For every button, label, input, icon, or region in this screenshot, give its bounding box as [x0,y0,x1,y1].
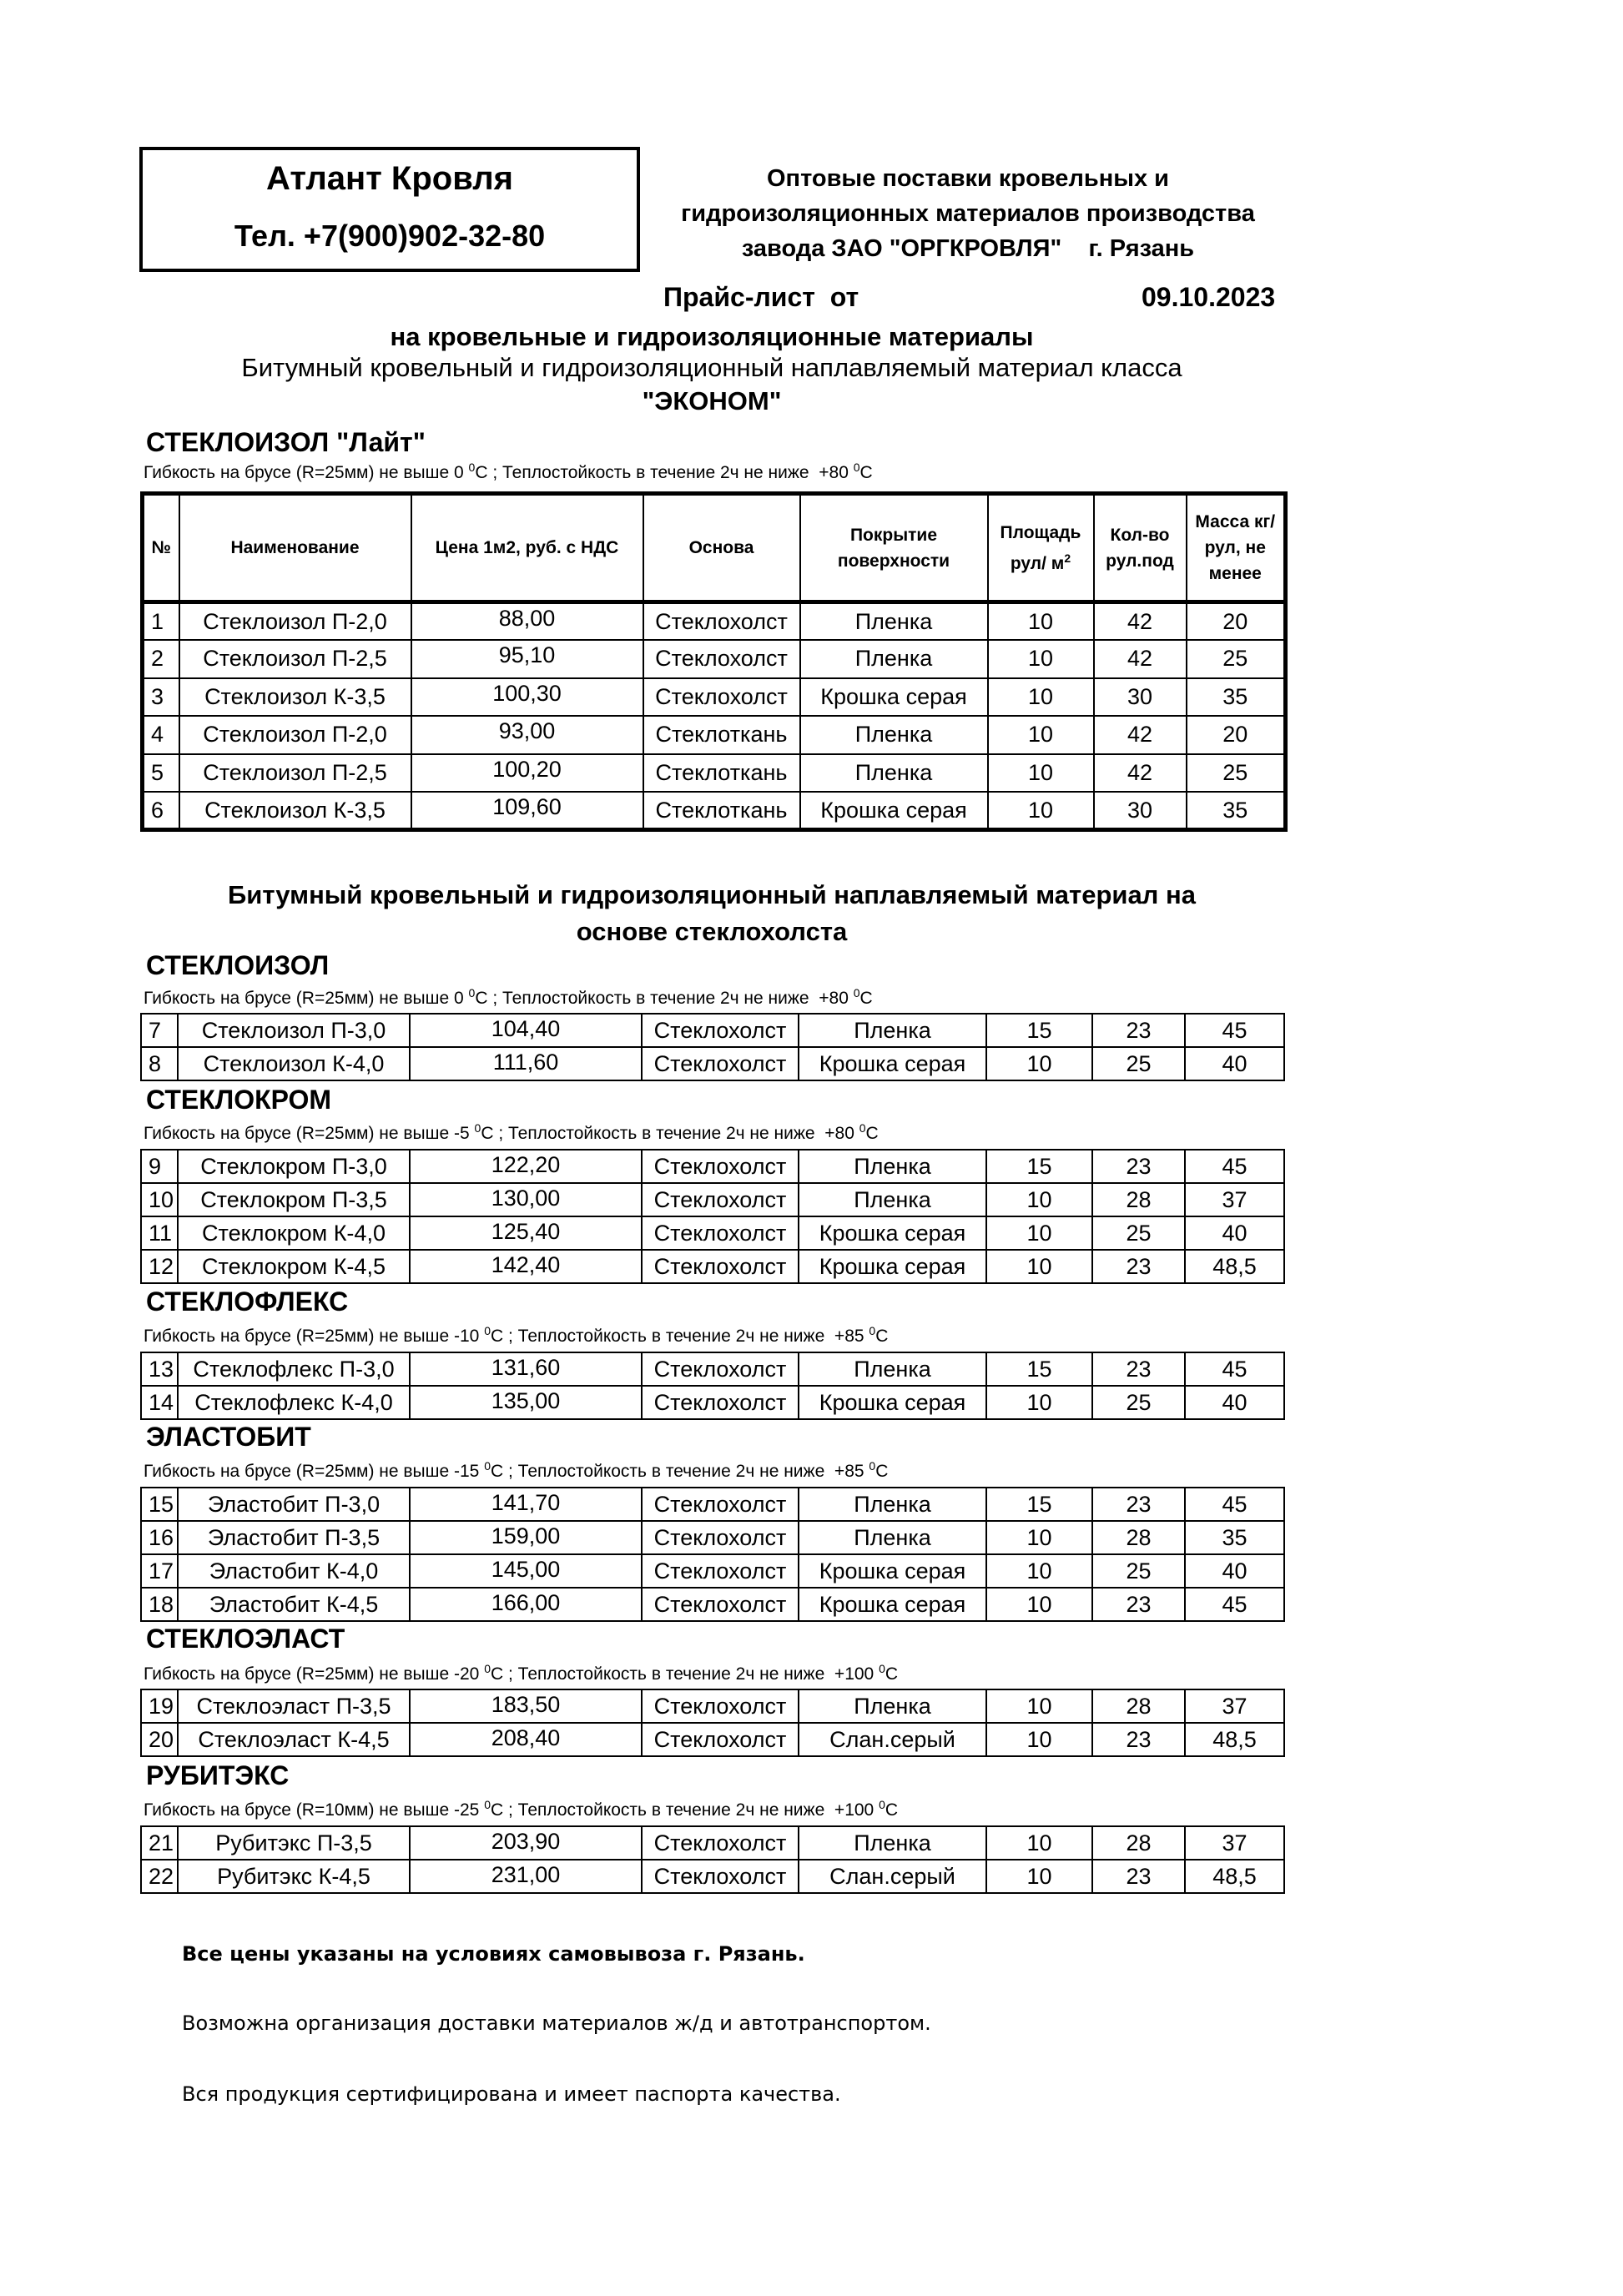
cell-surface: Пленка [799,1352,986,1386]
cell-name: Стеклоизол К-3,5 [179,678,411,717]
cell-price: 130,00 [410,1183,642,1216]
spec-heat: C ; Теплостойкость в течение 2ч не ниже +80 [481,1124,859,1143]
group-title: СТЕКЛОИЗОЛ "Лайт" [146,427,426,457]
company-box [139,147,640,272]
cell-n: 19 [141,1689,178,1723]
cell-price: 109,60 [411,792,643,830]
cell-price: 208,40 [410,1723,642,1756]
group-spec-note [144,1798,898,1820]
column-header-mass [1187,494,1286,602]
subtitle-line-1: на кровельные и гидроизоляционные материалы [390,322,1034,351]
company-name: Атлант Кровля [265,160,514,197]
cell-area: 10 [986,1860,1092,1893]
cell-price: 100,20 [411,754,643,793]
cell-price: 100,30 [411,678,643,717]
supplier-line-1: Оптовые поставки кровельных и [767,165,1169,192]
cell-count: 28 [1092,1183,1185,1216]
cell-area: 15 [986,1150,1092,1183]
cell-price: 142,40 [410,1250,642,1283]
cell-area: 10 [986,1723,1092,1756]
cell-n: 22 [141,1860,178,1893]
cell-mass: 40 [1185,1216,1284,1250]
cell-price: 131,60 [410,1352,642,1386]
cell-mass: 45 [1185,1488,1284,1521]
cell-price: 111,60 [410,1047,642,1080]
cell-base: Стеклоткань [643,754,800,793]
cell-mass: 35 [1187,678,1286,717]
cell-n: 10 [141,1183,178,1216]
cell-mass: 37 [1185,1689,1284,1723]
table-header [143,494,1286,602]
group-title: СТЕКЛОКРОМ [146,1085,332,1115]
cell-count: 23 [1092,1588,1185,1621]
table-row [143,754,1286,793]
cell-name: Стеклоэласт К-4,5 [178,1723,410,1756]
cell-base: Стеклохолст [643,640,800,678]
cell-surface: Крошка серая [799,1216,986,1250]
cell-price: 166,00 [410,1588,642,1621]
cell-n: 4 [143,716,179,754]
table-row [141,1588,1284,1621]
cell-base: Стеклохолст [642,1352,799,1386]
price-list-date: 09.10.2023 [1142,282,1276,312]
cell-surface: Пленка [799,1488,986,1521]
degree-sup: 0 [484,1662,491,1675]
cell-mass: 48,5 [1185,1860,1284,1893]
cell-base: Стеклохолст [642,1250,799,1283]
cell-price: 141,70 [410,1488,642,1521]
cell-area: 10 [986,1689,1092,1723]
cell-area: 10 [986,1554,1092,1588]
spec-heat: C ; Теплостойкость в течение 2ч не ниже +85 [491,1327,869,1346]
cell-surface: Пленка [800,716,988,754]
cell-surface: Пленка [800,754,988,793]
table-row [141,1216,1284,1250]
cell-surface: Крошка серая [799,1250,986,1283]
table-row [141,1860,1284,1893]
cell-count: 42 [1094,602,1187,641]
cell-name: Стеклоизол П-3,0 [178,1014,410,1047]
degree-sup: 0 [484,1798,491,1811]
cell-base: Стеклохолст [642,1860,799,1893]
cell-surface: Пленка [800,602,988,641]
cell-count: 28 [1092,1521,1185,1554]
spec-unit: C [875,1327,889,1346]
cell-base: Стеклохолст [642,1521,799,1554]
cell-base: Стеклохолст [642,1216,799,1250]
column-header-area [988,494,1094,602]
cell-n: 2 [143,640,179,678]
cell-count: 30 [1094,792,1187,830]
cell-count: 23 [1092,1250,1185,1283]
cell-count: 23 [1092,1723,1185,1756]
cell-base: Стеклохолст [642,1588,799,1621]
cell-mass: 45 [1185,1588,1284,1621]
cell-name: Стеклокром П-3,5 [178,1183,410,1216]
cell-name: Стеклоизол К-4,0 [178,1047,410,1080]
cell-price: 159,00 [410,1521,642,1554]
cell-count: 23 [1092,1488,1185,1521]
cell-surface: Пленка [799,1183,986,1216]
cell-base: Стеклоткань [643,716,800,754]
cell-surface: Слан.серый [799,1860,986,1893]
cell-count: 28 [1092,1689,1185,1723]
cell-name: Стеклоизол П-2,0 [179,602,411,641]
supplier-line-3: завода ЗАО "ОРГКРОВЛЯ" г. Рязань [741,235,1195,262]
table-row [141,1689,1284,1723]
cell-mass: 40 [1185,1047,1284,1080]
cell-name: Стеклофлекс К-4,0 [178,1386,410,1419]
column-header-label: № [151,538,171,557]
cell-base: Стеклохолст [642,1047,799,1080]
cell-price: 231,00 [410,1860,642,1893]
price-table [140,1149,1285,1284]
table-row [141,1150,1284,1183]
cell-name: Рубитэкс П-3,5 [178,1826,410,1860]
column-header-label: Кол-во рул.под [1106,525,1174,571]
cell-surface: Крошка серая [799,1588,986,1621]
cell-area: 15 [986,1488,1092,1521]
footer-line-3: Вся продукция сертифицирована и имеет паспорта качества. [182,2082,841,2106]
cell-mass: 25 [1187,754,1286,793]
cell-price: 135,00 [410,1386,642,1419]
cell-n: 13 [141,1352,178,1386]
cell-mass: 35 [1187,792,1286,830]
cell-base: Стеклохолст [642,1723,799,1756]
column-header-price [411,494,643,602]
spec-unit: C [875,1462,889,1481]
cell-mass: 20 [1187,602,1286,641]
cell-price: 122,20 [410,1150,642,1183]
table-row [141,1723,1284,1756]
cell-price: 88,00 [411,602,643,641]
cell-name: Эластобит К-4,5 [178,1588,410,1621]
spec-flex: Гибкость на брусе (R=10мм) не выше -25 [144,1800,485,1820]
cell-count: 30 [1094,678,1187,717]
cell-n: 14 [141,1386,178,1419]
cell-price: 125,40 [410,1216,642,1250]
cell-name: Эластобит К-4,0 [178,1554,410,1588]
cell-surface: Крошка серая [799,1047,986,1080]
section2-title-line-1: Битумный кровельный и гидроизоляционный наплавляемый материал на [228,880,1196,909]
cell-base: Стеклохолст [642,1386,799,1419]
degree-sup: 0 [484,1324,491,1337]
cell-surface: Пленка [799,1826,986,1860]
cell-name: Стеклокром К-4,5 [178,1250,410,1283]
cell-n: 12 [141,1250,178,1283]
cell-name: Стеклофлекс П-3,0 [178,1352,410,1386]
cell-n: 3 [143,678,179,717]
cell-mass: 48,5 [1185,1723,1284,1756]
group-title: СТЕКЛОФЛЕКС [146,1286,349,1317]
table-row [143,640,1286,678]
cell-area: 15 [986,1352,1092,1386]
cell-n: 11 [141,1216,178,1250]
cell-count: 23 [1092,1014,1185,1047]
cell-count: 25 [1092,1554,1185,1588]
cell-area: 10 [986,1216,1092,1250]
spec-flex: Гибкость на брусе (R=25мм) не выше -5 [144,1124,475,1143]
cell-surface: Пленка [799,1150,986,1183]
spec-heat: C ; Теплостойкость в течение 2ч не ниже +100 [491,1664,880,1684]
cell-surface: Крошка серая [800,678,988,717]
cell-area: 10 [988,792,1094,830]
cell-n: 15 [141,1488,178,1521]
degree-sup: 0 [853,986,860,999]
cell-surface: Пленка [799,1521,986,1554]
cell-count: 25 [1092,1216,1185,1250]
cell-n: 16 [141,1521,178,1554]
table-row [143,602,1286,641]
cell-mass: 37 [1185,1183,1284,1216]
supplier-description [659,161,1277,266]
cell-base: Стеклохолст [642,1150,799,1183]
cell-n: 20 [141,1723,178,1756]
cell-price: 203,90 [410,1826,642,1860]
degree-sup: 0 [468,986,476,999]
cell-n: 8 [141,1047,178,1080]
column-header-label: Наименование [230,538,360,557]
cell-surface: Пленка [799,1014,986,1047]
group-spec-note [144,1662,898,1684]
group-title: РУБИТЭКС [146,1760,290,1790]
cell-name: Эластобит П-3,5 [178,1521,410,1554]
group-spec-note [144,1121,879,1144]
table-row [141,1183,1284,1216]
section2-title [0,877,1424,950]
cell-count: 25 [1092,1047,1185,1080]
table-row [141,1250,1284,1283]
cell-n: 21 [141,1826,178,1860]
cell-mass: 37 [1185,1826,1284,1860]
spec-unit: C [885,1800,899,1820]
cell-area: 10 [986,1250,1092,1283]
price-table [140,1825,1285,1894]
cell-surface: Пленка [800,640,988,678]
cell-n: 18 [141,1588,178,1621]
spec-flex: Гибкость на брусе (R=25мм) не выше -15 [144,1462,485,1481]
degree-sup: 0 [474,1121,481,1135]
cell-mass: 48,5 [1185,1250,1284,1283]
cell-n: 1 [143,602,179,641]
section2-title-line-2: основе стеклохолста [576,917,848,946]
cell-name: Стеклоизол П-2,0 [179,716,411,754]
cell-area: 10 [988,754,1094,793]
cell-area: 10 [986,1386,1092,1419]
column-header-name [179,494,411,602]
group-spec-note [144,986,873,1009]
cell-mass: 20 [1187,716,1286,754]
cell-base: Стеклохолст [642,1554,799,1588]
spec-heat: C ; Теплостойкость в течение 2ч не ниже +100 [491,1800,880,1820]
cell-name: Стеклоизол П-2,5 [179,640,411,678]
cell-count: 42 [1094,640,1187,678]
company-phone: Тел. +7(900)902-32-80 [234,219,546,253]
footer-line-1: Все цены указаны на условиях самовывоза г. Рязань. [182,1942,805,1966]
price-table [140,1689,1285,1757]
cell-mass: 40 [1185,1554,1284,1588]
cell-count: 23 [1092,1860,1185,1893]
cell-mass: 45 [1185,1014,1284,1047]
cell-count: 28 [1092,1826,1185,1860]
group-spec-note [144,461,873,483]
spec-unit: C [859,989,873,1008]
column-header-base [643,494,800,602]
cell-area: 10 [988,640,1094,678]
table-row [141,1014,1284,1047]
column-header-num [143,494,179,602]
cell-base: Стеклохолст [642,1014,799,1047]
column-header-surface [800,494,988,602]
cell-n: 9 [141,1150,178,1183]
cell-name: Стеклоизол К-3,5 [179,792,411,830]
cell-name: Эластобит П-3,0 [178,1488,410,1521]
spec-flex: Гибкость на брусе (R=25мм) не выше -20 [144,1664,485,1684]
subtitle-line-2: Битумный кровельный и гидроизоляционный наплавляемый материал класса [241,353,1182,382]
cell-name: Стеклокром П-3,0 [178,1150,410,1183]
cell-mass: 45 [1185,1150,1284,1183]
degree-sup: 0 [879,1798,885,1811]
degree-sup: 0 [869,1459,876,1473]
table-row [141,1047,1284,1080]
supplier-line-2: гидроизоляционных материалов производства [681,200,1255,227]
cell-base: Стеклохолст [642,1826,799,1860]
cell-n: 17 [141,1554,178,1588]
column-header-label: Цена 1м2, руб. с НДС [435,538,619,557]
cell-area: 10 [986,1521,1092,1554]
spec-flex: Гибкость на брусе (R=25мм) не выше 0 [144,989,469,1008]
price-table [140,1487,1285,1622]
cell-count: 42 [1094,754,1187,793]
degree-sup: 0 [869,1324,876,1337]
cell-name: Стеклоизол П-2,5 [179,754,411,793]
price-table [140,491,1288,832]
cell-area: 10 [988,678,1094,717]
column-header-label: Основа [688,538,754,557]
spec-heat: C ; Теплостойкость в течение 2ч не ниже +80 [475,463,854,482]
cell-base: Стеклохолст [642,1689,799,1723]
cell-base: Стеклохолст [643,602,800,641]
cell-area: 10 [986,1047,1092,1080]
column-header-label: Покрытие поверхности [837,525,950,571]
degree-sup: 0 [859,1121,866,1135]
footer-line-2: Возможна организация доставки материалов ж/д и автотранспортом. [182,2012,931,2035]
group-spec-note [144,1459,888,1482]
spec-unit: C [859,463,873,482]
spec-unit: C [885,1664,899,1684]
table-row [141,1488,1284,1521]
price-table [140,1352,1285,1420]
cell-area: 10 [986,1183,1092,1216]
cell-n: 5 [143,754,179,793]
cell-surface: Слан.серый [799,1723,986,1756]
cell-surface: Крошка серая [799,1386,986,1419]
cell-n: 7 [141,1014,178,1047]
cell-price: 183,50 [410,1689,642,1723]
table-row [141,1386,1284,1419]
table-row [141,1554,1284,1588]
table-row [143,678,1286,717]
cell-area: 10 [986,1826,1092,1860]
degree-sup: 0 [484,1459,491,1473]
table-row [143,792,1286,830]
subtitle-line-3: "ЭКОНОМ" [642,386,782,415]
table-row [143,716,1286,754]
cell-price: 145,00 [410,1554,642,1588]
cell-count: 42 [1094,716,1187,754]
price-table [140,1013,1285,1081]
cell-area: 10 [986,1588,1092,1621]
table-row [141,1352,1284,1386]
column-header-label: Масса кг/рул, не менее [1195,512,1276,583]
spec-heat: C ; Теплостойкость в течение 2ч не ниже +80 [475,989,854,1008]
cell-count: 23 [1092,1352,1185,1386]
area-sup: 2 [1064,551,1071,565]
price-list-label: Прайс-лист от [663,282,859,312]
cell-mass: 35 [1185,1521,1284,1554]
cell-area: 10 [988,602,1094,641]
cell-surface: Крошка серая [800,792,988,830]
group-title: СТЕКЛОЭЛАСТ [146,1624,345,1654]
cell-mass: 40 [1185,1386,1284,1419]
cell-base: Стеклохолст [643,678,800,717]
spec-flex: Гибкость на брусе (R=25мм) не выше 0 [144,463,469,482]
cell-mass: 45 [1185,1352,1284,1386]
cell-count: 25 [1092,1386,1185,1419]
degree-sup: 0 [853,461,860,474]
table-row [141,1521,1284,1554]
cell-price: 95,10 [411,640,643,678]
cell-price: 104,40 [410,1014,642,1047]
group-spec-note [144,1324,888,1347]
cell-count: 23 [1092,1150,1185,1183]
cell-n: 6 [143,792,179,830]
cell-mass: 25 [1187,640,1286,678]
spec-flex: Гибкость на брусе (R=25мм) не выше -10 [144,1327,485,1346]
cell-base: Стеклоткань [643,792,800,830]
cell-surface: Крошка серая [799,1554,986,1588]
table-row [141,1826,1284,1860]
cell-base: Стеклохолст [642,1183,799,1216]
group-title: СТЕКЛОИЗОЛ [146,950,330,980]
cell-name: Рубитэкс К-4,5 [178,1860,410,1893]
cell-base: Стеклохолст [642,1488,799,1521]
cell-area: 10 [988,716,1094,754]
cell-price: 93,00 [411,716,643,754]
cell-name: Стеклокром К-4,0 [178,1216,410,1250]
group-title: ЭЛАСТОБИТ [146,1422,311,1452]
cell-surface: Пленка [799,1689,986,1723]
spec-heat: C ; Теплостойкость в течение 2ч не ниже +85 [491,1462,869,1481]
column-header-label: Площадь рул/ м [1000,522,1081,573]
cell-area: 15 [986,1014,1092,1047]
degree-sup: 0 [468,461,476,474]
spec-unit: C [865,1124,879,1143]
cell-name: Стеклоэласт П-3,5 [178,1689,410,1723]
degree-sup: 0 [879,1662,885,1675]
column-header-count [1094,494,1187,602]
